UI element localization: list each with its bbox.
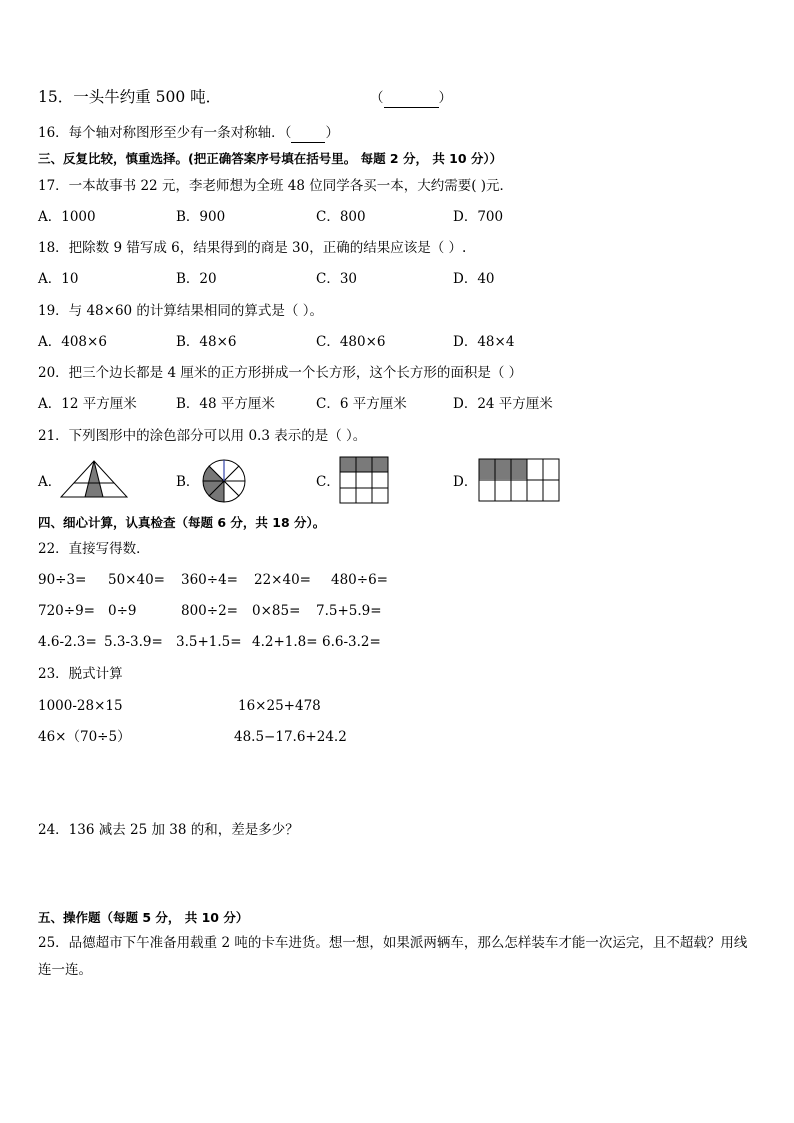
- option-a[interactable]: A．12 平方厘米: [38, 396, 137, 412]
- question-17: 17．一本故事书 22 元，李老师想为全班 48 位同学各买一本，大约需要( )元．: [38, 178, 514, 194]
- section-5-heading: 五、操作题（每题 5 分， 共 10 分）: [38, 910, 249, 925]
- option-a[interactable]: A．: [38, 474, 62, 490]
- calc-item[interactable]: 4.6-2.3=: [38, 634, 97, 650]
- figure-d-grid[interactable]: [478, 458, 560, 502]
- calc-item[interactable]: 7.5+5.9=: [316, 603, 382, 619]
- option-c[interactable]: C．30: [316, 271, 358, 287]
- figure-c-grid[interactable]: [339, 456, 389, 504]
- option-d[interactable]: D．48×4: [453, 334, 515, 350]
- option-c[interactable]: C．800: [316, 209, 366, 225]
- calc-item[interactable]: 720÷9=: [38, 603, 95, 619]
- question-21: 21．下列图形中的涂色部分可以用 0.3 表示的是（ ）。: [38, 428, 367, 444]
- expression[interactable]: 48.5−17.6+24.2: [234, 729, 347, 745]
- calc-item[interactable]: 22×40=: [254, 572, 311, 588]
- expression[interactable]: 46×（70÷5）: [38, 729, 131, 745]
- answer-blank[interactable]: [291, 124, 325, 143]
- shaded-cells: [479, 459, 527, 479]
- calc-item[interactable]: 800÷2=: [181, 603, 238, 619]
- question-15-answer[interactable]: （ ）: [370, 90, 452, 106]
- question-18: 18．把除数 9 错写成 6，结果得到的商是 30，正确的结果应该是（ ）.: [38, 240, 467, 256]
- option-b[interactable]: B．48 平方厘米: [176, 396, 275, 412]
- question-15-text: 15．一头牛约重 500 吨．: [38, 88, 222, 106]
- expression[interactable]: 1000-28×15: [38, 698, 123, 714]
- section-4-heading: 四、细心计算，认真检查（每题 6 分，共 18 分）。: [38, 515, 326, 530]
- figure-a-triangle[interactable]: [60, 460, 128, 498]
- option-a[interactable]: A．408×6: [38, 334, 107, 350]
- calc-item[interactable]: 50×40=: [108, 572, 165, 588]
- question-25: 25．品德超市下午准备用载重 2 吨的卡车进货。想一想，如果派两辆车，那么怎样装车才能一次运完，且不超载？用线连一连。: [38, 935, 748, 978]
- question-23: 23．脱式计算: [38, 666, 123, 682]
- answer-blank[interactable]: [384, 89, 439, 108]
- option-b[interactable]: B．48×6: [176, 334, 237, 350]
- option-b[interactable]: B．900: [176, 209, 226, 225]
- question-24: 24．136 减去 25 加 38 的和，差是多少？: [38, 822, 299, 838]
- option-b[interactable]: B．20: [176, 271, 217, 287]
- calc-item[interactable]: 480÷6=: [331, 572, 388, 588]
- expression[interactable]: 16×25+478: [238, 698, 321, 714]
- calc-item[interactable]: 0÷9: [108, 603, 137, 619]
- option-c[interactable]: C．6 平方厘米: [316, 396, 407, 412]
- option-d[interactable]: D．: [453, 474, 478, 490]
- calc-item[interactable]: 90÷3=: [38, 572, 87, 588]
- option-d[interactable]: D．24 平方厘米: [453, 396, 553, 412]
- section-3-heading: 三、反复比较，慎重选择。(把正确答案序号填在括号里。 每题 2 分， 共 10 分））: [38, 151, 503, 166]
- question-19: 19．与 48×60 的计算结果相同的算式是（ ）。: [38, 303, 323, 319]
- calc-item[interactable]: 6.6-3.2=: [322, 634, 381, 650]
- option-c[interactable]: C．480×6: [316, 334, 386, 350]
- calc-item[interactable]: 5.3-3.9=: [104, 634, 163, 650]
- option-a[interactable]: A．10: [38, 271, 79, 287]
- calc-item[interactable]: 360÷4=: [181, 572, 238, 588]
- option-a[interactable]: A．1000: [38, 209, 96, 225]
- figure-b-circle[interactable]: [201, 458, 247, 504]
- calc-item[interactable]: 4.2+1.8=: [252, 634, 318, 650]
- calc-item[interactable]: 3.5+1.5=: [176, 634, 242, 650]
- option-b[interactable]: B．: [176, 474, 200, 490]
- shaded-part: [85, 461, 103, 497]
- calc-item[interactable]: 0×85=: [252, 603, 301, 619]
- option-c[interactable]: C．: [316, 474, 340, 490]
- question-22: 22．直接写得数．: [38, 541, 150, 557]
- question-20: 20．把三个边长都是 4 厘米的正方形拼成一个长方形，这个长方形的面积是（ ）: [38, 365, 523, 381]
- option-d[interactable]: D．700: [453, 209, 504, 225]
- question-15: [38, 88, 221, 106]
- pie-sectors: [203, 460, 245, 502]
- option-d[interactable]: D．40: [453, 271, 495, 287]
- shaded-row: [340, 457, 388, 472]
- question-16: 16．每个轴对称图形至少有一条对称轴．（ ）: [38, 125, 339, 141]
